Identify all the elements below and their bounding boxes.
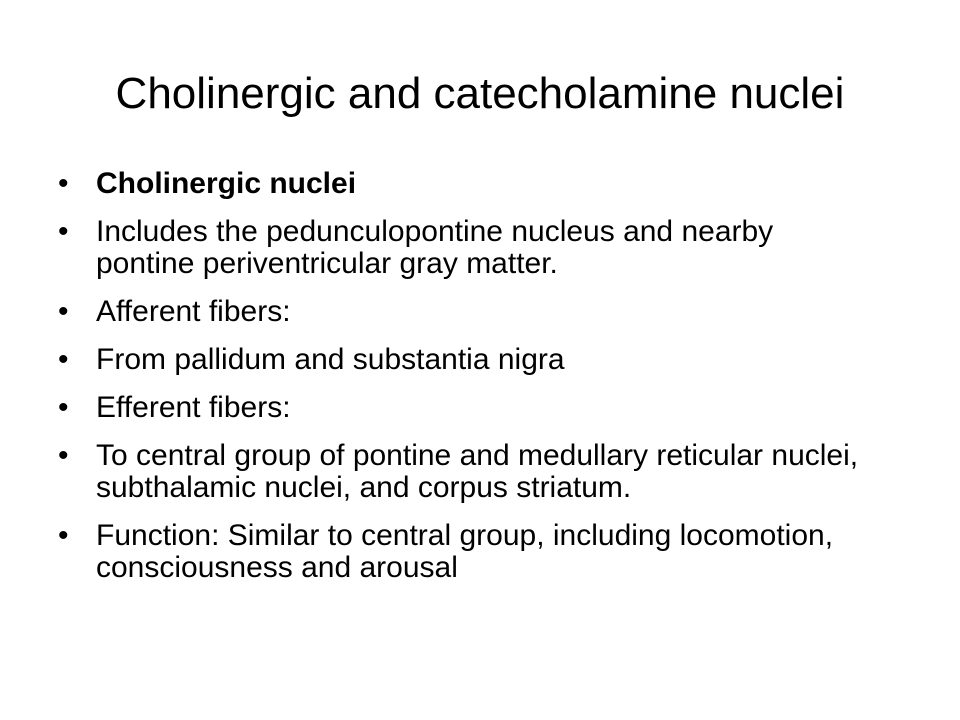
bullet-item [58, 520, 878, 584]
bullet-point-icon: • [58, 519, 69, 552]
bullet-point-icon: • [58, 391, 69, 424]
bullet-item [58, 296, 878, 328]
bullet-point-icon: • [58, 295, 69, 328]
bullet-item [58, 392, 878, 424]
bullet-text: Afferent fibers: [96, 295, 291, 328]
bullet-point-icon: • [58, 167, 69, 200]
bullet-item [58, 168, 878, 200]
bullet-item [58, 344, 878, 376]
bullet-point-icon: • [58, 343, 69, 376]
bullet-text: From pallidum and substantia nigra [96, 343, 565, 376]
bullet-item [58, 216, 878, 280]
bullet-text: To central group of pontine and medullary reticular nuclei, subthalamic nuclei, and corpus striatum. [96, 439, 859, 504]
slide-title: Cholinergic and catecholamine nuclei [115, 69, 845, 118]
bullet-point-icon: • [58, 439, 69, 472]
bullet-text: Cholinergic nuclei [96, 167, 357, 200]
bullet-text: Function: Similar to central group, including locomotion, consciousness and arousal [96, 519, 834, 584]
bullet-point-icon: • [58, 215, 69, 248]
bullet-text: Includes the pedunculopontine nucleus and nearby pontine periventricular gray matter. [96, 215, 774, 280]
bullet-item [58, 440, 878, 504]
bullet-text: Efferent fibers: [96, 391, 291, 424]
bullet-list [58, 168, 878, 600]
